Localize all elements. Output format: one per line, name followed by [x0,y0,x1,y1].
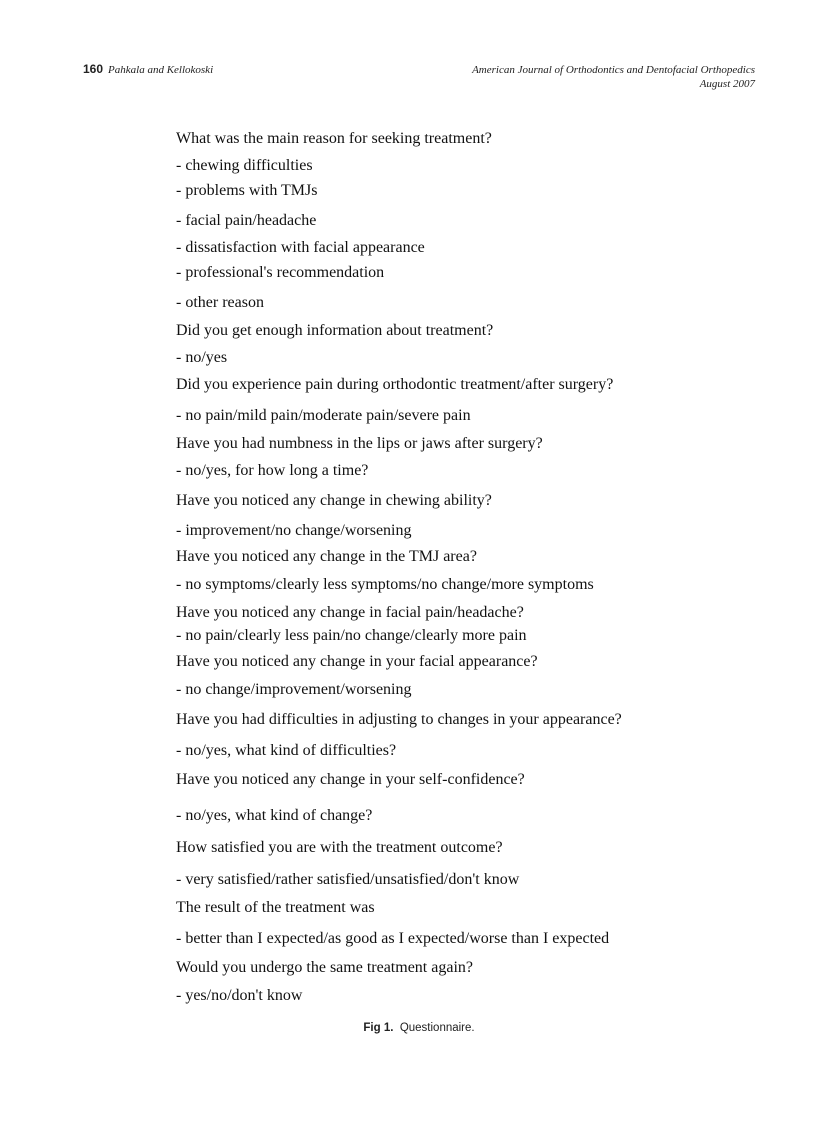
running-header-left [83,62,213,76]
answer-line: - problems with TMJs [176,182,318,199]
answer-line: - no/yes, what kind of change? [176,807,373,824]
answer-line: - dissatisfaction with facial appearance [176,239,425,256]
answer-line: - no pain/mild pain/moderate pain/severe pain [176,407,471,424]
question-line: Have you noticed any change in your facial appearance? [176,653,538,670]
figure-caption [0,1022,838,1034]
answer-line: - chewing difficulties [176,157,313,174]
answer-line: - no symptoms/clearly less symptoms/no change/more symptoms [176,576,594,593]
question-line: Have you noticed any change in the TMJ area? [176,548,477,565]
answer-line: - no change/improvement/worsening [176,681,412,698]
page-number: 160 [83,62,104,76]
answer-line: - facial pain/headache [176,212,317,229]
question-line: Have you had numbness in the lips or jaws after surgery? [176,435,543,452]
answer-line: - no/yes [176,349,228,366]
question-line: The result of the treatment was [176,899,375,916]
question-line: Would you undergo the same treatment again? [176,959,473,976]
question-line: Have you noticed any change in facial pain/headache? [176,604,524,621]
question-line: Did you experience pain during orthodontic treatment/after surgery? [176,376,614,393]
answer-line: - no/yes, for how long a time? [176,462,369,479]
question-line: Have you noticed any change in chewing ability? [176,492,492,509]
header-date: August 2007 [699,78,755,90]
answer-line: - other reason [176,294,264,311]
answer-line: - improvement/no change/worsening [176,522,412,539]
answer-line: - no/yes, what kind of difficulties? [176,742,397,759]
running-header-right [472,63,755,91]
header-authors: Pahkala and Kellokoski [108,64,214,76]
figure-label: Fig 1. [363,1022,394,1034]
figure-caption-text: Questionnaire. [399,1022,475,1034]
answer-line: - no pain/clearly less pain/no change/clearly more pain [176,627,527,644]
question-line: Have you had difficulties in adjusting to changes in your appearance? [176,711,622,728]
answer-line: - professional's recommendation [176,264,385,281]
question-line: Have you noticed any change in your self-confidence? [176,771,525,788]
answer-line: - yes/no/don't know [176,987,303,1004]
answer-line: - very satisfied/rather satisfied/unsatisfied/don't know [176,871,520,888]
question-line: How satisfied you are with the treatment outcome? [176,839,503,856]
question-line: What was the main reason for seeking treatment? [176,130,492,147]
answer-line: - better than I expected/as good as I expected/worse than I expected [176,930,610,947]
header-journal: American Journal of Orthodontics and Dentofacial Orthopedics [472,64,755,76]
question-line: Did you get enough information about treatment? [176,322,494,339]
